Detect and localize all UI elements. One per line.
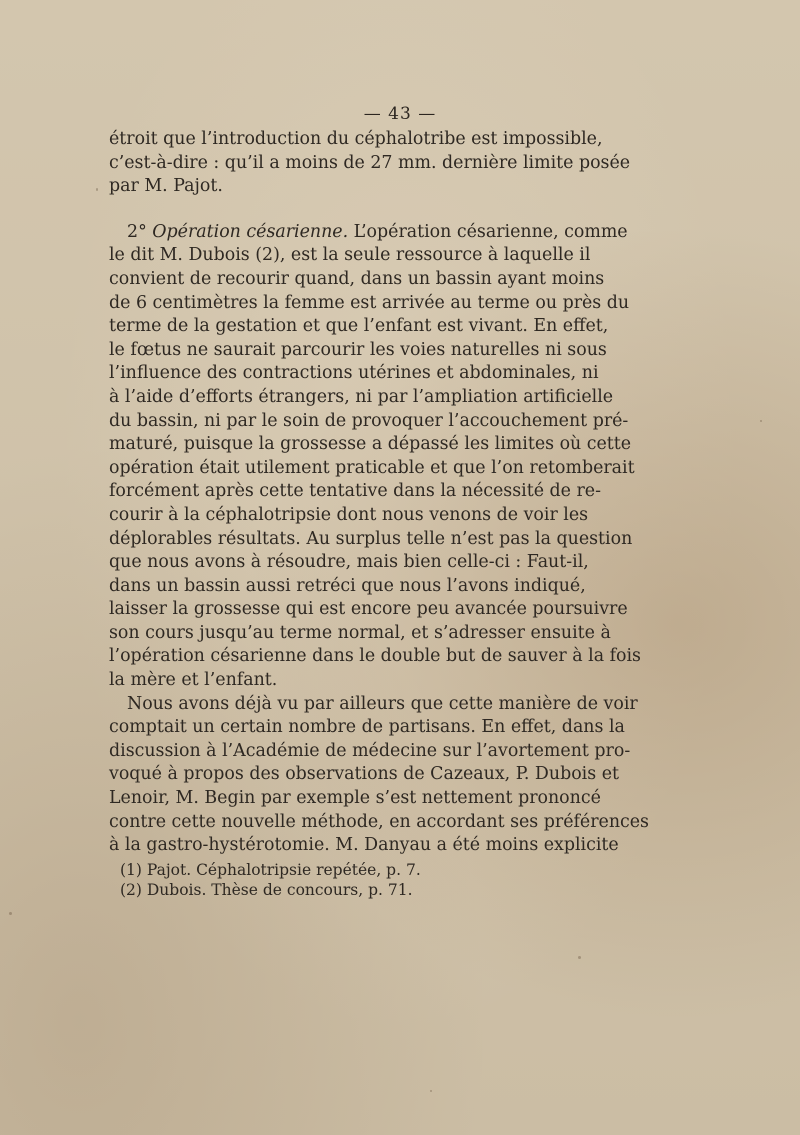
body-text xyxy=(109,128,649,858)
text-line: maturé, puisque la grossesse a dépassé les limites où cette xyxy=(109,434,632,455)
section-number: 2° xyxy=(127,221,153,242)
text-line: terme de la gestation et que l’enfant est vivant. En effet, xyxy=(109,316,609,337)
text-line: laisser la grossesse qui est encore peu avancée poursuivre xyxy=(109,599,628,620)
paper-speck xyxy=(9,912,12,915)
paper-speck xyxy=(578,956,581,959)
text-line: l’influence des contractions utérines et abdominales, ni xyxy=(109,363,599,384)
paragraph-gap xyxy=(109,199,571,221)
text-line: l’opération césarienne dans le double but de sauver à la fois xyxy=(109,646,641,667)
text-line: courir à la céphalotripsie dont nous venons de voir les xyxy=(109,504,589,525)
text-line: Nous avons déjà vu par ailleurs que cette manière de voir xyxy=(127,693,638,714)
footnote: (2) Dubois. Thèse de concours, p. 71. xyxy=(120,881,413,899)
text-line: la mère et l’enfant. xyxy=(109,670,278,691)
text-line: le fœtus ne saurait parcourir les voies naturelles ni sous xyxy=(109,339,607,360)
text-line: forcément après cette tentative dans la nécessité de re- xyxy=(109,481,601,502)
text-line: convient de recourir quand, dans un bassin ayant moins xyxy=(109,268,605,289)
text-line: du bassin, ni par le soin de provoquer l’accouchement pré- xyxy=(109,410,629,431)
text-line: déplorables résultats. Au surplus telle n’est pas la question xyxy=(109,528,633,549)
text-line: son cours jusqu’au terme normal, et s’adresser ensuite à xyxy=(109,622,611,643)
paper-speck xyxy=(430,1090,432,1092)
text-line: le dit M. Dubois (2), est la seule ressource à laquelle il xyxy=(109,245,591,266)
section-heading-rest: L’opération césarienne, comme xyxy=(348,221,628,242)
text-line: c’est-à-dire : qu’il a moins de 27 mm. dernière limite posée xyxy=(109,152,631,173)
text-line: dans un bassin aussi retréci que nous l’avons indiqué, xyxy=(109,575,586,596)
footnote: (1) Pajot. Céphalotripsie repétée, p. 7. xyxy=(120,861,421,879)
text-line: voqué à propos des observations de Cazeaux, P. Dubois et xyxy=(109,764,619,785)
page-number: — 43 — xyxy=(363,104,437,124)
section-heading-line xyxy=(109,221,628,245)
paper-speck xyxy=(760,420,762,422)
text-line: Lenoir, M. Begin par exemple s’est nettement prononcé xyxy=(109,788,601,809)
section-title: Opération césarienne. xyxy=(152,221,349,242)
footnotes xyxy=(120,860,560,900)
text-line: comptait un certain nombre de partisans. En effet, dans la xyxy=(109,717,625,738)
text-line: étroit que l’introduction du céphalotribe est impossible, xyxy=(109,129,603,149)
text-line: que nous avons à résoudre, mais bien celle-ci : Faut-il, xyxy=(109,552,589,573)
text-line: opération était utilement praticable et que l’on retomberait xyxy=(109,457,635,478)
paper-speck xyxy=(96,188,98,191)
text-line: contre cette nouvelle méthode, en accordant ses préférences xyxy=(109,811,649,832)
text-line: à l’aide d’efforts étrangers, ni par l’ampliation artificielle xyxy=(109,386,614,407)
text-line: à la gastro-hystérotomie. M. Danyau a été moins explicite xyxy=(109,835,619,856)
text-line: discussion à l’Académie de médecine sur l’avortement pro- xyxy=(109,740,631,761)
text-line: de 6 centimètres la femme est arrivée au terme ou près du xyxy=(109,292,630,313)
text-line: par M. Pajot. xyxy=(109,176,223,197)
